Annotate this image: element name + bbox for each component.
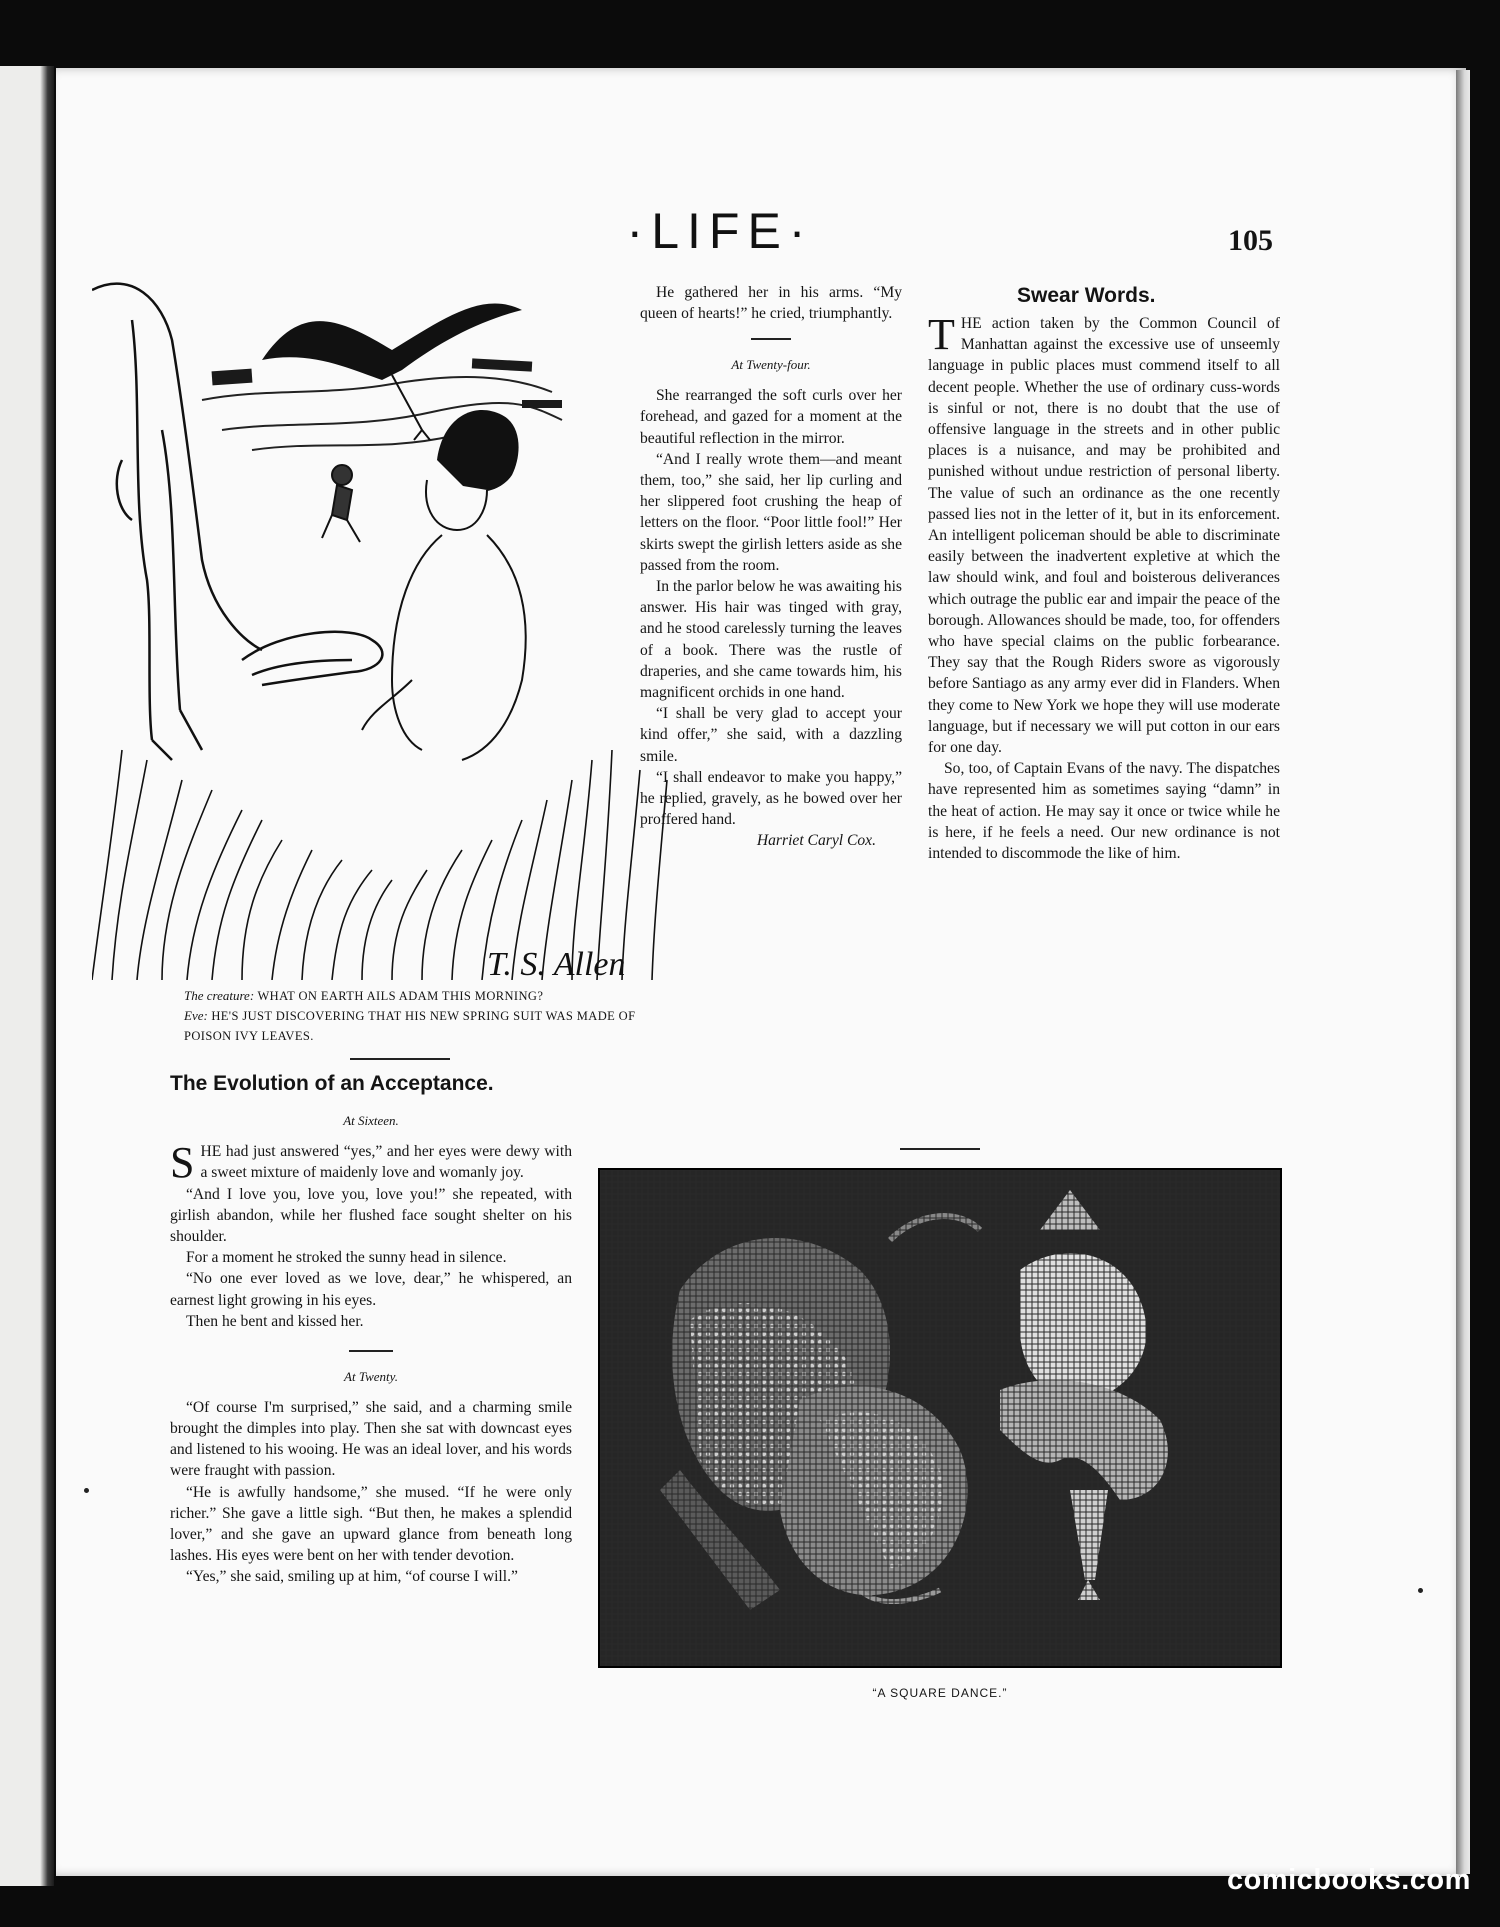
- woman-figure: [362, 410, 526, 760]
- story-paragraph: “He is awfully handsome,” she mused. “If he were only richer.” She gave a little sigh. “But then, he makes a splendid lover,” and she gave an upward glance from beneath long lashes. His eyes were bent on her with tender devotion.: [170, 1483, 572, 1565]
- drop-cap: T: [928, 310, 955, 359]
- cartoon-illustration: [92, 280, 682, 980]
- story-paragraph: Then he bent and kissed her.: [186, 1312, 364, 1330]
- page-dot-mark: [1418, 1588, 1423, 1593]
- story-paragraph: “Of course I'm surprised,” she said, and a charming smile brought the dimples into play. Then she sat with downcast eyes and listened to his wooing. He was an ideal lover, and his words were fraught with passion.: [170, 1398, 572, 1480]
- story-paragraph: “No one ever loved as we love, dear,” he whispered, an earnest light growing in his eyes.: [170, 1270, 572, 1309]
- section-divider: [900, 1148, 980, 1150]
- caption-line-creature: WHAT ON EARTH AILS ADAM THIS MORNING?: [257, 989, 544, 1003]
- square-dance-picture: [600, 1170, 1280, 1666]
- masthead-title: ·LIFE·: [626, 203, 814, 259]
- section-heading-twenty: At Twenty.: [344, 1368, 398, 1384]
- section-divider: [751, 338, 791, 340]
- story-paragraph: [170, 1138, 572, 1188]
- page-dot-mark: [84, 1488, 89, 1493]
- editorial-paragraph: [928, 310, 1280, 758]
- site-watermark: comicbooks.com: [1227, 1864, 1471, 1896]
- caption-speaker-creature: The creature:: [184, 988, 255, 1003]
- story-column-left: [170, 1106, 572, 1588]
- page-number: 105: [1228, 224, 1273, 257]
- square-dance-illustration: [598, 1168, 1282, 1668]
- caption-line-eve: HE'S JUST DISCOVERING THAT HIS NEW SPRING SUIT WAS MADE OF POISON IVY LEAVES.: [184, 1009, 636, 1043]
- editorial-paragraph-text: HE action taken by the Common Council of Manhattan against the excessive use of unseemly language in public places must commend itself to all decent people. Whether the use of ordinary cuss-words is sinful or not, there is no doubt that the use of offensive language in the streets and in other public places is a nuisance, and may be prohibited and punished without undue restriction of personal liberty. The value of such an ordinance as the one recently passed lies not in the letter of it, but in its enforcement. An intelligent policeman should be able to discriminate easily between the inadvertent expletive at which the law should wink, and foul and boisterous deliverances which outrage the public ear and impair the peace of the borough. Allowances should be made, too, for offenders who have special claims on the public forbearance. They say that the Rough Riders swore as vigorously before Santiago as any army ever did in Flanders. When they come to New York we hope they will use moderate language, but if necessary we will put cotton in our ears for one day.: [928, 315, 1280, 757]
- section-divider: [350, 1058, 450, 1060]
- illustration-caption: “A SQUARE DANCE.”: [872, 1686, 1008, 1700]
- story-paragraph: He gathered her in his arms. “My queen of hearts!” he cried, triumphantly.: [640, 284, 902, 323]
- book-gutter: [40, 66, 54, 1886]
- story-paragraph: “I shall endeavor to make you happy,” he replied, gravely, as he bowed over her proffered hand.: [640, 768, 902, 829]
- story-title: The Evolution of an Acceptance.: [170, 1072, 494, 1095]
- section-divider: [349, 1350, 393, 1352]
- story-author: Harriet Caryl Cox.: [756, 832, 876, 850]
- small-figure: [322, 465, 360, 542]
- story-paragraph: “Yes,” she said, smiling up at him, “of course I will.”: [186, 1568, 518, 1586]
- artist-signature: T. S. Allen: [487, 946, 626, 980]
- editorial-title: Swear Words.: [1017, 284, 1156, 307]
- cartoon-caption: [184, 986, 654, 1046]
- drop-cap: S: [170, 1138, 195, 1188]
- page-edge-shadow: [1456, 70, 1470, 1874]
- story-paragraph: In the parlor below he was awaiting his answer. His hair was tinged with gray, and he stood carelessly turning the leaves of a book. There was the rustle of draperies, and she came towards him, his magnificent orchids in one hand.: [640, 577, 902, 701]
- story-paragraph: “And I love you, love you, love you!” she repeated, with girlish abandon, while her flushed face sought shelter on his shoulder.: [170, 1185, 572, 1246]
- section-heading-sixteen: At Sixteen.: [343, 1113, 399, 1128]
- section-heading-twenty-four: At Twenty-four.: [731, 356, 811, 372]
- editorial-column: [928, 310, 1280, 864]
- editorial-paragraph: So, too, of Captain Evans of the navy. The dispatches have represented him as sometimes saying “damn” in the heat of action. He may say it once or twice while he is here, if he feels a need. Our new ordinance is not intended to discommode the like of him.: [928, 760, 1280, 863]
- story-paragraph: “I shall be very glad to accept your kind offer,” she said, with a dazzling smile.: [640, 705, 902, 765]
- story-column-middle: [640, 282, 902, 852]
- story-paragraph: For a moment he stroked the sunny head in silence.: [186, 1249, 507, 1267]
- caption-speaker-eve: Eve:: [184, 1008, 208, 1023]
- story-paragraph: “And I really wrote them—and meant them, too,” she said, her lip curling and her slippered foot crushing the heap of letters on the floor. “Poor little fool!” Her skirts swept the girlish letters aside as she passed from the room.: [640, 450, 902, 574]
- story-paragraph-text: HE had just answered “yes,” and her eyes were dewy with a sweet mixture of maidenly love and womanly joy.: [200, 1143, 572, 1182]
- story-paragraph: She rearranged the soft curls over her forehead, and gazed for a moment at the beautiful reflection in the mirror.: [640, 387, 902, 447]
